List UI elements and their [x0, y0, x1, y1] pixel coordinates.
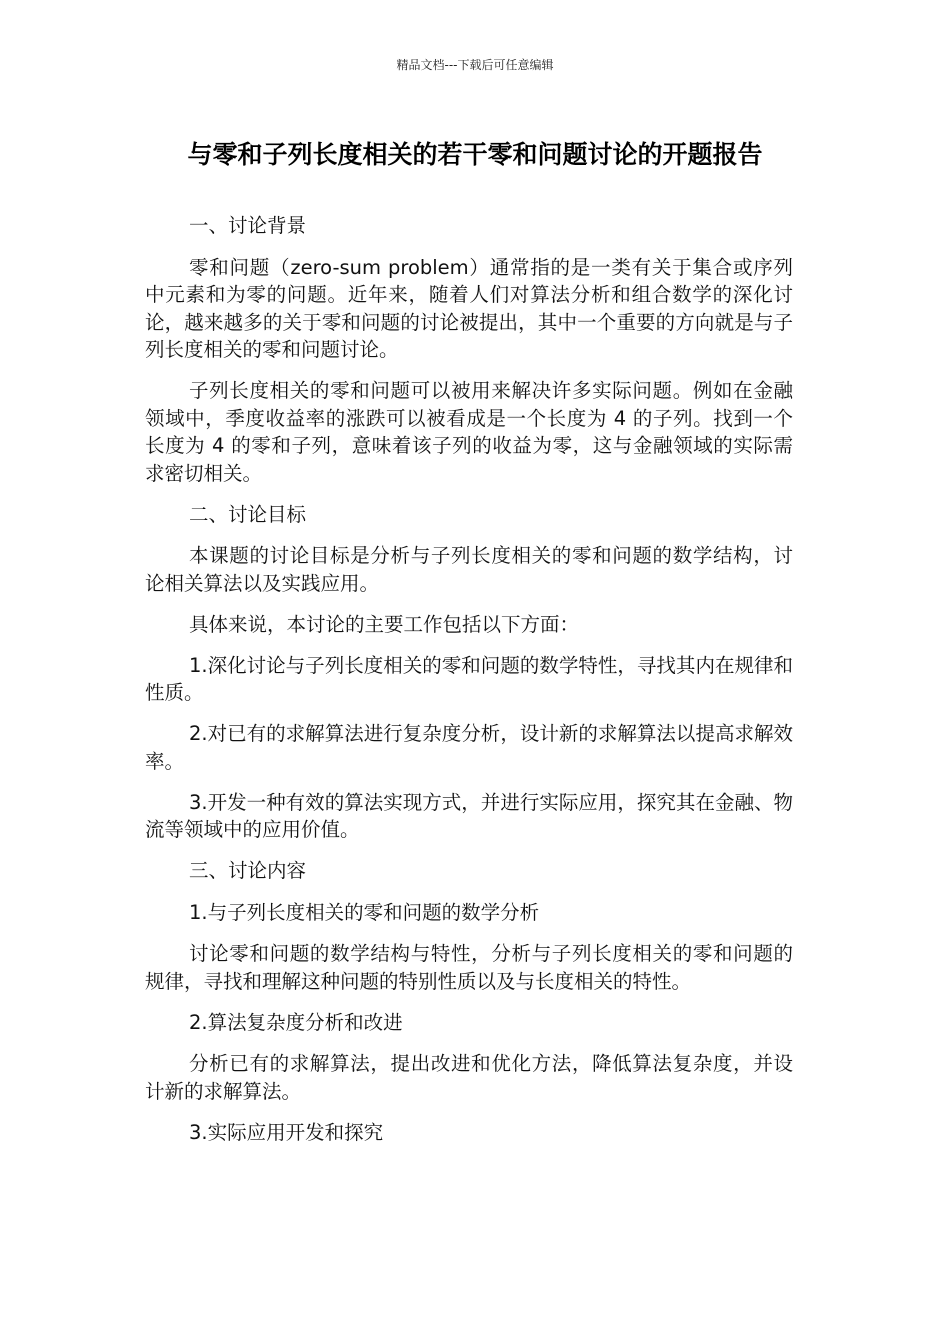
paragraph-math-analysis: 讨论零和问题的数学结构与特性，分析与子列长度相关的零和问题的规律，寻找和理解这种问题的特别性质以及与长度相关的特性。 — [145, 942, 793, 993]
list-item-goal-3: 3.开发一种有效的算法实现方式，并进行实际应用，探究其在金融、物流等领域中的应用价值。 — [145, 790, 793, 841]
document-body — [145, 212, 793, 1160]
section-heading-background: 一、讨论背景 — [189, 214, 307, 237]
paragraph-zero-sum-intro: 零和问题（zero-sum problem）通常指的是一类有关于集合或序列中元素和为零的问题。近年来，随着人们对算法分析和组合数学的深化讨论，越来越多的关于零和问题的讨论被提出，其中一个重要的方向就是与子列长度相关的零和问题讨论。 — [145, 255, 793, 361]
subheading-algorithm-complexity: 2.算法复杂度分析和改进 — [189, 1010, 403, 1034]
paragraph-algorithm-complexity: 分析已有的求解算法，提出改进和优化方法，降低算法复杂度，并设计新的求解算法。 — [145, 1052, 793, 1103]
subheading-math-analysis: 1.与子列长度相关的零和问题的数学分析 — [189, 900, 540, 924]
paragraph-goal-statement: 本课题的讨论目标是分析与子列长度相关的零和问题的数学结构，讨论相关算法以及实践应用。 — [145, 544, 793, 595]
paragraph-main-work-intro: 具体来说，本讨论的主要工作包括以下方面： — [189, 612, 580, 636]
paragraph-application-example: 子列长度相关的零和问题可以被用来解决许多实际问题。例如在金融领域中，季度收益率的涨跌可以被看成是一个长度为 4 的子列。找到一个长度为 4 的零和子列，意味着该子列的收益为零，这与金融领域的实际需求密切相关。 — [145, 379, 793, 485]
list-item-goal-1: 1.深化讨论与子列长度相关的零和问题的数学特性，寻找其内在规律和性质。 — [145, 653, 793, 704]
page-header: 精品文档---下载后可任意编辑 — [396, 58, 554, 72]
section-heading-goals: 二、讨论目标 — [189, 502, 307, 526]
subheading-practical-application: 3.实际应用开发和探究 — [189, 1120, 384, 1144]
section-heading-content: 三、讨论内容 — [189, 859, 307, 882]
list-item-goal-2: 2.对已有的求解算法进行复杂度分析，设计新的求解算法以提高求解效率。 — [145, 722, 793, 773]
document-title: 与零和子列长度相关的若干零和问题讨论的开题报告 — [187, 140, 763, 169]
